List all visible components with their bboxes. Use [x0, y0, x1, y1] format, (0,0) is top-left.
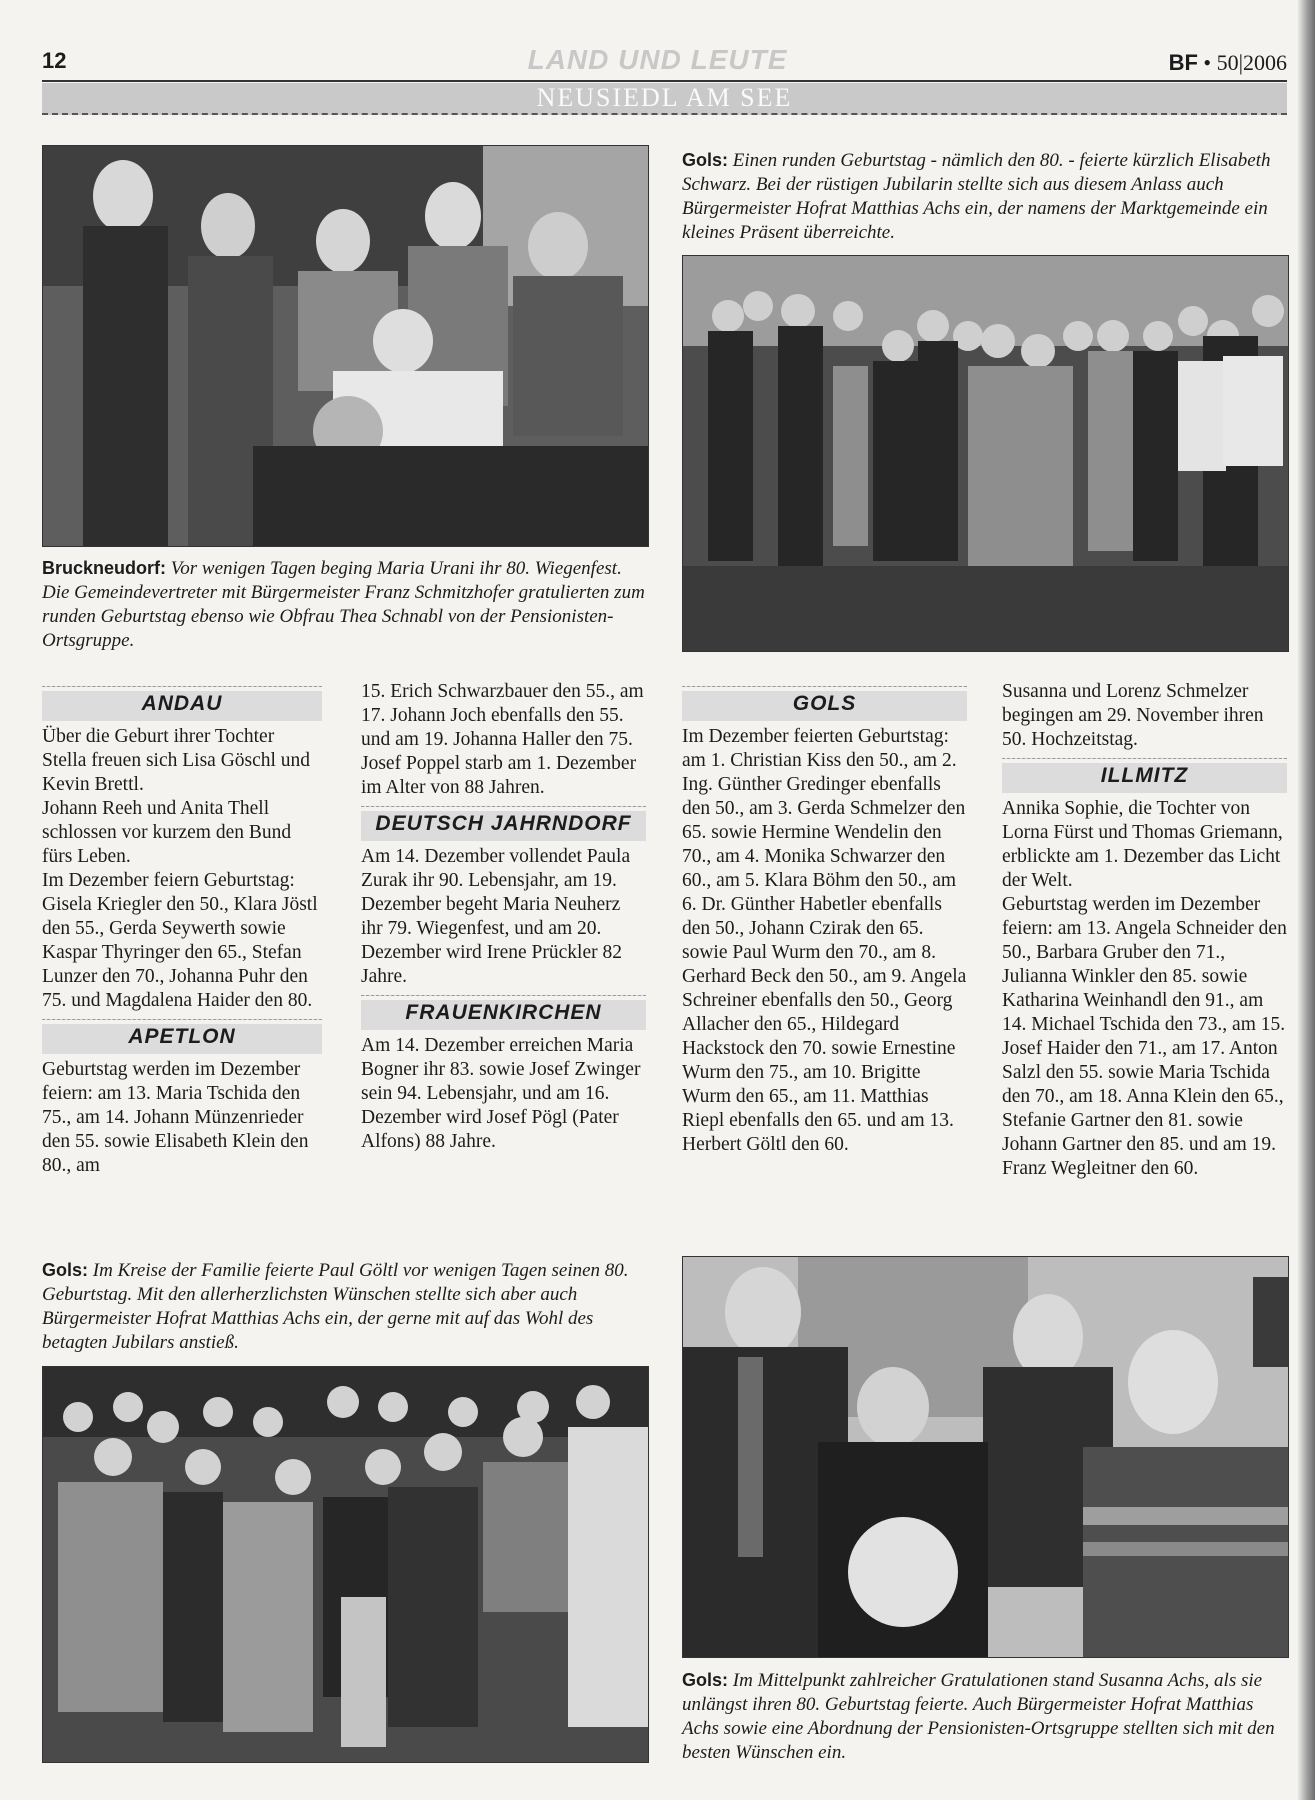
paragraph: Susanna und Lorenz Schmelzer begingen am 29. November ihren 50. Hochzeitstag. — [1002, 681, 1264, 750]
caption-place: Bruckneudorf: — [42, 558, 167, 578]
column-3 — [682, 686, 967, 1157]
issue-number: 50|2006 — [1216, 50, 1287, 75]
paragraph: Im Dezember feierten Geburtstag: am 1. Christian Kiss den 50., am 2. Ing. Günther Gredinger ebenfalls den 50., am 3. Gerda Schmelzer den 65. sowie Hermine Wendelin den 70., am 4. Monika Schwarzer den 60., am 5. Klara Böhm den 50., am 6. Dr. Günther Habetler ebenfalls den 50., Johann Czirak den 65. sowie Paul Wurm den 70., am 8. Gerhard Beck den 50., am 9. Angela Schreiner ebenfalls den 50., Georg Allacher den 65., Hildegard Hackstock den 70. sowie Ernestine Wurm den 75., am 10. Brigitte Wurm den 65., am 11. Matthias Riepl ebenfalls den 65. und am 13. Herbert Göltl den 60. — [682, 726, 967, 1155]
heading-frauenkirchen — [361, 995, 646, 1030]
region-title: NEUSIEDL AM SEE — [536, 83, 793, 112]
heading-andau — [42, 686, 322, 721]
photo-bruckneudorf — [42, 145, 649, 547]
issue-brand: BF — [1168, 50, 1198, 75]
heading-apetlon — [42, 1019, 322, 1054]
photo-gols-goeltl — [42, 1366, 649, 1763]
section-title: LAND UND LEUTE — [527, 44, 788, 75]
paragraph: Am 14. Dezember vollendet Paula Zurak ihr 90. Lebensjahr, am 19. Dezember begeht Maria Neuherz ihr 79. Wiegenfest, und am 20. Dezember wird Irene Prückler 82 Jahre. — [361, 846, 631, 987]
page-binding-shadow — [1297, 0, 1315, 1800]
column-1 — [42, 686, 322, 1178]
heading-gols — [682, 686, 967, 721]
heading-text: ILLMITZ — [1100, 764, 1189, 787]
paragraph: Annika Sophie, die Tochter von Lorna Fürst und Thomas Griemann, erblickte am 1. Dezember das Licht der Welt. — [1002, 798, 1283, 891]
column-2 — [361, 680, 646, 1154]
page-number: 12 — [42, 48, 67, 73]
paragraph: Am 14. Dezember erreichen Maria Bogner ihr 83. sowie Josef Zwinger sein 94. Lebensjahr, und am 16. Dezember wird Josef Pögl (Pater Alfons) 88 Jahre. — [361, 1035, 641, 1152]
heading-text: DEUTSCH JAHRNDORF — [375, 812, 632, 835]
column-4 — [1002, 680, 1287, 1181]
caption-text: Vor wenigen Tagen beging Maria Urani ihr 80. Wiegenfest. Die Gemeindevertreter mit Bürgermeister Franz Schmitzhofer gratulierten zum runden Geburtstag ebenso wie Obfrau Thea Schnabl von der Pensionisten-Ortsgruppe. — [42, 558, 645, 651]
heading-text: APETLON — [128, 1025, 236, 1048]
paragraph: 15. Erich Schwarzbauer den 55., am 17. Johann Joch ebenfalls den 55. und am 19. Johanna Haller den 75. — [361, 681, 644, 750]
paragraph: Über die Geburt ihrer Tochter Stella freuen sich Lisa Göschl und Kevin Brettl. — [42, 726, 311, 795]
heading-deutsch-jahrndorf — [361, 806, 646, 841]
caption-text: Im Kreise der Familie feierte Paul Göltl vor wenigen Tagen seinen 80. Geburtstag. Mit den allerherzlichsten Wünschen stellte sich aber auch Bürgermeister Hofrat Matthias Achs ein, der gerne mit auf das Wohl des betagten Jubilars anstieß. — [42, 1260, 629, 1353]
heading-text: ANDAU — [141, 692, 223, 715]
caption-gols-goeltl — [42, 1258, 652, 1355]
issue-info — [1169, 50, 1287, 76]
paragraph: Johann Reeh und Anita Thell schlossen vor kurzem den Bund fürs Leben. — [42, 798, 292, 867]
header-rule — [42, 80, 1287, 82]
caption-place: Gols: — [682, 150, 729, 170]
heading-text: FRAUENKIRCHEN — [405, 1001, 602, 1024]
photo-gols-schwarz — [682, 255, 1289, 652]
paragraph: Josef Poppel starb am 1. Dezember im Alter von 88 Jahren. — [361, 753, 637, 798]
paragraph: Im Dezember feiern Geburtstag: Gisela Kriegler den 50., Klara Jöstl den 55., Gerda Seywerth sowie Kaspar Thyringer den 65., Stefan Lunzer den 70., Johanna Puhr den 75. und Magdalena Haider den 80. — [42, 870, 318, 1011]
paragraph: Geburtstag werden im Dezember feiern: am 13. Angela Schneider den 50., Barbara Gruber den 71., Julianna Winkler den 85. sowie Katharina Weinhandl den 91., am 14. Michael Tschida den 73., am 15. Josef Haider den 71., am 17. Anton Salzl den 55. sowie Maria Tschida den 70., am 18. Anna Klein den 65., Stefanie Gartner den 81. sowie Johann Gartner den 85. und am 19. Franz Wegleitner den 60. — [1002, 894, 1287, 1179]
caption-gols-schwarz — [682, 148, 1282, 245]
region-band — [42, 83, 1287, 115]
issue-separator: • — [1203, 50, 1212, 75]
caption-text: Einen runden Geburtstag - nämlich den 80. - feierte kürzlich Elisabeth Schwarz. Bei der rüstigen Jubilarin stellte sich aus diesem Anlass auch Bürgermeister Hofrat Matthias Achs ein, der namens der Marktgemeinde ein kleines Präsent überreichte. — [682, 150, 1271, 243]
caption-gols-achs — [682, 1668, 1282, 1765]
paragraph: Geburtstag werden im Dezember feiern: am 13. Maria Tschida den 75., am 14. Johann Münzenrieder den 55. sowie Elisabeth Klein den 80., am — [42, 1059, 309, 1176]
caption-place: Gols: — [42, 1260, 89, 1280]
caption-text: Im Mittelpunkt zahlreicher Gratulationen stand Susanna Achs, als sie unlängst ihren 80. Geburtstag feierte. Auch Bürgermeister Hofrat Matthias Achs sowie eine Abordnung der Pensionisten-Ortsgruppe stellten sich mit den besten Wünschen ein. — [682, 1670, 1275, 1763]
caption-place: Gols: — [682, 1670, 729, 1690]
heading-text: GOLS — [792, 692, 857, 715]
caption-bruckneudorf — [42, 556, 652, 653]
heading-illmitz — [1002, 758, 1287, 793]
photo-gols-achs — [682, 1256, 1289, 1658]
